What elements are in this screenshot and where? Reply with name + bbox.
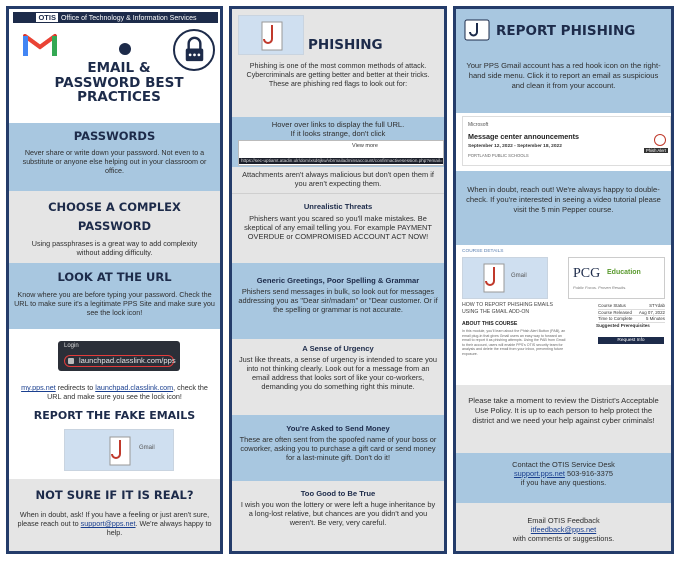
urgency-section (232, 339, 444, 415)
course-info-key: Course Released (598, 309, 632, 315)
gmail-addon-image (64, 429, 174, 471)
globe-icon (119, 43, 131, 55)
about-heading: ABOUT THIS COURSE (462, 321, 518, 327)
greeting-body: Phishers send messages in bulk, so look out for messages addressing you as "Dear sir/madam" or "Dear customer. Or if the spelling or grammar is not accurate. (238, 287, 438, 314)
report-hook-icon (464, 19, 490, 41)
browser-tab: Login (64, 343, 79, 349)
pcg-logo (568, 257, 665, 299)
policy-section (456, 385, 671, 453)
report-section (9, 409, 220, 479)
course-info-row (598, 316, 665, 323)
contact-phone: 503-916-3375 (564, 469, 614, 478)
passwords-body: Never share or write down your password. Not even to a substitute or anyone else helping out in your classroom or office. (22, 148, 207, 175)
course-info-value: 5 Minutes (645, 316, 665, 321)
not-sure-body: When in doubt, ask! If you have a feeling or just aren't sure, please reach out to support@pps.net. We're always happy to help. (17, 510, 212, 537)
lock-small-icon (68, 358, 74, 364)
threat-body: Phishers want you scared so you'll make mistakes. Be skeptical of any email telling you. For example PAYMENT OVERDUE or COMPROMISED ACCOUNT ACT NOW! (244, 214, 432, 241)
support-site-link[interactable]: support.pps.net (513, 469, 565, 478)
course-info-value: STYdab (649, 303, 665, 308)
course-gmail-image (462, 257, 548, 299)
feedback-email-link[interactable]: itfeedback@pps.net (530, 525, 597, 534)
money-heading: You're Asked to Send Money (286, 424, 390, 433)
otis-dept: Office of Technology & Information Services (60, 15, 197, 22)
url-section (9, 263, 220, 329)
browser-screenshot (58, 341, 180, 371)
support-email-link[interactable]: support@pps.net (80, 519, 136, 528)
browser-url-bar (64, 355, 174, 367)
complex-heading-1: CHOOSE A COMPLEX (48, 200, 181, 214)
header-section (9, 9, 220, 123)
message-center-section (456, 113, 671, 171)
threats-section (232, 193, 444, 263)
gmail-logo-icon (23, 31, 57, 57)
feedback-heading: Email OTIS Feedback (527, 516, 600, 525)
course-info-value: Aug 07, 2022 (638, 309, 665, 315)
phish-hook-image (238, 15, 304, 55)
course-section (456, 245, 671, 385)
course-details-label: COURSE DETAILS (462, 249, 504, 254)
course-title: HOW TO REPORT PHISHING EMAILS USING THE GMAIL ADD-ON (462, 302, 553, 315)
phish-hook-icon (109, 436, 131, 466)
phish-hook-icon (261, 21, 283, 51)
not-sure-section (9, 479, 220, 554)
classlink-link[interactable]: launchpad.classlink.com (95, 383, 174, 392)
my-pps-link[interactable]: my.pps.net (21, 383, 56, 392)
complex-heading-2: PASSWORD (77, 219, 152, 233)
browser-url: launchpad.classlink.com/pps (79, 356, 176, 365)
urgency-heading: A Sense of Urgency (302, 344, 374, 353)
attachments-section (232, 167, 444, 193)
money-section (232, 415, 444, 481)
otis-label: OTIS (38, 13, 56, 22)
hover-screenshot (238, 140, 444, 166)
hover-dark-url: https://sec-uptiamt.atadin.ulr/dom/xsd6jkw/vbrmailadminsaccount/confirmactivesession.php?email= (241, 158, 443, 163)
url-body: Know where you are before typing your password. Check the URL to make sure it's a legitimate PPS Site and make sure you see the lock icon! (14, 290, 215, 317)
policy-text: Please take a moment to review the District's Acceptable Use Policy. It is up to each person to help protect the district and we need your help against cyber criminals! (468, 396, 659, 425)
redirect-text: my.pps.net redirects to launchpad.classlink.com, check the URL and make sure you see the lock icon! (21, 383, 208, 401)
panel-phishing (229, 6, 447, 554)
report-header (456, 9, 671, 113)
course-info-key: Time to Complete (598, 316, 633, 321)
course-info-table (598, 303, 665, 323)
hover-heading: Hover over links to display the full URL. (271, 120, 405, 129)
about-text: In this module, you'll learn about the Phish Alert Button (PAB), an email plug-in that gives Gmail users an easy way to forward an email to report it as phishing attempts. Using the PAB from Gmail to their account, users will enable PPS's OTIS security team for analysis and delete the email from your inbox, preventing future exposure. (462, 329, 566, 356)
contact-section (456, 453, 671, 503)
feedback-section (456, 503, 671, 554)
hover-sub: If it looks strange, don't click (290, 129, 386, 138)
greetings-section (232, 263, 444, 339)
doubt-section (456, 171, 671, 245)
too-good-body: I wish you won the lottery or were left a huge inheritance by a long-lost relative, but chances are you didn't and you weren't. Be very, very careful. (240, 500, 436, 527)
message-center-title: Message center announcements (468, 132, 580, 141)
hover-section (232, 117, 444, 167)
doubt-text: When in doubt, reach out! We're always happy to double-check. If you're interested in seeing a video tutorial please visit the 5 min Pepper course. (466, 185, 661, 214)
urgency-body: Just like threats, a sense of urgency is intended to scare you into not thinking clearly. Look out for a message from an email address that looks sort of like your co-workers, demanding you do something right this minute. (238, 355, 437, 391)
message-district: PORTLAND PUBLIC SCHOOLS (468, 153, 529, 158)
pcg-tagline: Public Focus. Proven Results. (573, 285, 627, 290)
page-title: EMAIL & PASSWORD BEST PRACTICES (54, 60, 184, 105)
phishing-title: PHISHING (308, 37, 383, 53)
passwords-heading: PASSWORDS (73, 129, 156, 143)
complex-password-section (9, 191, 220, 263)
feedback-tail: with comments or suggestions. (512, 534, 615, 543)
phishing-header (232, 9, 444, 117)
microsoft-brand: Microsoft (468, 122, 489, 128)
passwords-section (9, 123, 220, 191)
phishing-intro: Phishing is one of the most common methods of attack. Cybercriminals are getting better and better at their tricks. These are phishing red flags to look out for: (246, 61, 430, 88)
request-info-button[interactable]: Request Info (598, 337, 664, 344)
phish-alert-tooltip: Phish Alert (645, 148, 666, 153)
prerequisites-label: Suggested Prerequisites (596, 323, 650, 328)
panel-email-password (6, 6, 223, 554)
report-heading: REPORT THE FAKE EMAILS (33, 409, 196, 422)
pcg-brand: PCG (573, 266, 601, 281)
panel-report-phishing (453, 6, 674, 554)
contact-tail: if you have any questions. (520, 478, 607, 487)
view-more-link: View more (352, 143, 378, 149)
gmail-word: Gmail (511, 273, 527, 279)
pcg-education: Education (607, 269, 641, 276)
report-intro: Your PPS Gmail account has a red hook icon on the right-hand side menu. Click it to report an email as suspicious and clean it from your account. (466, 61, 661, 90)
phish-alert-button[interactable] (654, 134, 666, 146)
money-body: These are often sent from the spoofed name of your boss or coworker, asking you to purchase a gift card or send money for a last-minute gift. Don't do it! (239, 435, 437, 462)
contact-line: Contact the OTIS Service Desk (512, 460, 615, 469)
course-info-key: Course Status (598, 303, 626, 308)
gmail-word: Gmail (139, 445, 155, 451)
otis-header-bar (13, 12, 218, 23)
url-heading: LOOK AT THE URL (57, 270, 172, 284)
url-example-section (9, 329, 220, 409)
threat-heading: Unrealistic Threats (303, 202, 373, 211)
message-center-card (462, 116, 671, 166)
complex-body: Using passphrases is a great way to add complexity without adding difficulty. (31, 239, 198, 257)
contact-details (456, 469, 671, 478)
phish-hook-icon (483, 263, 505, 293)
not-sure-heading: NOT SURE IF IT IS REAL? (35, 488, 194, 502)
attachments-text: Attachments aren't always malicious but don't open them if you aren't expecting them. (242, 170, 434, 188)
greeting-heading: Generic Greetings, Poor Spelling & Grammar (256, 276, 420, 285)
too-good-section (232, 481, 444, 554)
message-dates: September 12, 2022 - September 18, 2022 (468, 144, 562, 149)
report-title: REPORT PHISHING (496, 23, 636, 39)
too-good-heading: Too Good to Be True (300, 489, 376, 498)
